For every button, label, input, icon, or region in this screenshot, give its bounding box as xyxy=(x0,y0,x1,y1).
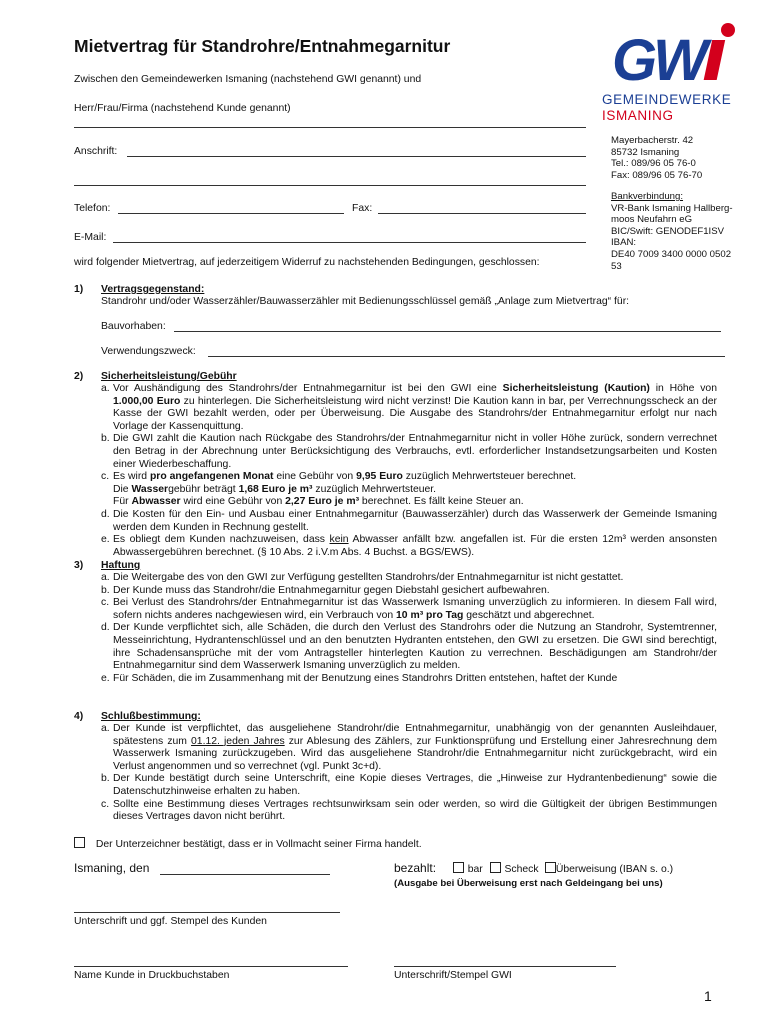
cash-label: bar xyxy=(467,864,483,875)
customer-signature-field[interactable] xyxy=(74,912,340,913)
section-heading: Vertragsgegenstand: xyxy=(101,284,205,295)
list-item: b. Der Kunde bestätigt durch seine Unterschrift, eine Kopie dieses Vertrages, die „Hinweise zur Hydrantenbedienung“ sowie die Datenschutzhinweise erhalten zu haben. xyxy=(101,773,717,797)
address-line: Tel.: 089/96 05 76-0 xyxy=(611,158,696,170)
list-item: b. Der Kunde muss das Standrohr/die Entnahmegarnitur gegen Diebstahl gesichert aufbewahren. xyxy=(101,584,550,596)
customer-signature-label: Unterschrift und ggf. Stempel des Kunden xyxy=(74,916,267,927)
bank-line: BIC/Swift: GENODEF1ISV xyxy=(611,225,725,237)
address-field[interactable] xyxy=(127,156,586,157)
gwi-logo xyxy=(600,22,745,124)
gwi-address xyxy=(611,135,751,181)
list-item: e. Es obliegt dem Kunden nachzuweisen, dass kein Abwasser anfällt bzw. angefallen ist. Für die ersten 12m³ werden ansonsten Abwassergebühren berechnet. (§ 10 Abs. 2 i.V.m Abs. 4 Buchst. a BGS/EWS). xyxy=(101,534,717,558)
date-field[interactable] xyxy=(160,874,330,875)
list-item: a. Vor Aushändigung des Standrohrs/der Entnahmegarnitur ist bei den GWI eine Sicherheitsleistung (Kaution) in Höhe von 1.000,00 Euro zu hinterlegen. Die Sicherheitsleistung wird nicht verzinst! Die Kaution kann in bar, per Verrechnungsscheck an der Kasse der GWI bezahlt werden, oder per Überweisung. Die Ausgabe des Standrohrs/der Entnahmegarnitur erfolgt nur nach Vorlage der Kassenquittung. xyxy=(101,383,717,432)
gwi-logo-icon xyxy=(600,22,745,124)
customer-name-print-label: Name Kunde in Druckbuchstaben xyxy=(74,970,230,981)
fax-field[interactable] xyxy=(378,213,586,214)
gwi-signature-label: Unterschrift/Stempel GWI xyxy=(394,970,512,981)
project-label: Bauvorhaben: xyxy=(101,321,166,332)
list-item: d. Der Kunde verpflichtet sich, alle Schäden, die durch den Verlust des Standrohrs oder die Nutzung an Standrohr, Systemtrenner, Messeinrichtung, Hydrantenschlüssel und an den benutzten Hydranten entstehen, den GWI zu ersetzen. Die GWI sind berechtigt, ihre Schadensansprüche mit der vom Antragsteller hinterlegten Kaution zu verrechnen. Beschädigungen am Standrohr/der Entnahmegarnitur sind dem Wasserwerk Ismaning unverzüglich zu melden. xyxy=(101,622,717,672)
authority-checkbox[interactable] xyxy=(74,837,85,848)
section-heading: Sicherheitsleistung/Gebühr xyxy=(101,371,237,382)
bank-line: moos Neufahrn eG xyxy=(611,214,693,226)
section-heading: Schlußbestimmung: xyxy=(101,711,201,722)
address-line: Fax: 089/96 05 76-70 xyxy=(611,169,703,181)
purpose-field[interactable] xyxy=(208,356,725,357)
bank-line: VR-Bank Ismaning Hallberg- xyxy=(611,202,733,214)
address-label: Anschrift: xyxy=(74,146,118,157)
purpose-label: Verwendungszweck: xyxy=(101,346,196,357)
section-number: 2) xyxy=(74,371,84,382)
list-item: c. Sollte eine Bestimmung dieses Vertrages rechtsunwirksam sein oder werden, so wird die Gültigkeit der übrigen Bestimmungen dieses Vertrages davon nicht berührt. xyxy=(101,798,717,823)
customer-name-field[interactable] xyxy=(74,127,586,128)
section-number: 4) xyxy=(74,711,84,722)
page-number: 1 xyxy=(704,988,712,1004)
list-item: d. Die Kosten für den Ein- und Ausbau einer Entnahmegarnitur (Bauwasserzähler) durch das Wasserwerk der Gemeinde Ismaning werden dem Kunden in Rechnung gestellt. xyxy=(101,508,717,533)
intro-closing: wird folgender Mietvertrag, auf jederzeitigem Widerruf zu nachstehenden Bedingungen, geschlossen: xyxy=(74,257,540,268)
address-line: 85732 Ismaning xyxy=(611,146,680,158)
project-field[interactable] xyxy=(174,331,721,332)
transfer-label: Überweisung (IBAN s. o.) xyxy=(555,864,674,875)
list-item: e. Für Schäden, die im Zusammenhang mit der Benutzung eines Standrohrs Dritten entstehen, haftet der Kunde xyxy=(101,672,618,684)
list-item: c. Bei Verlust des Standrohrs/der Entnahmegarnitur ist das Wasserwerk Ismaning unverzüglich zu informieren. In diesem Fall wird, sofern nichts anderes nachgewiesen wird, ein Verbrauch von 10 m³ pro Tag geschätzt und abgerechnet. xyxy=(101,597,717,621)
phone-label: Telefon: xyxy=(74,203,111,214)
paid-row xyxy=(394,862,673,877)
email-field[interactable] xyxy=(113,242,586,243)
cash-checkbox[interactable] xyxy=(453,862,464,873)
intro-customer: Herr/Frau/Firma (nachstehend Kunde genannt) xyxy=(74,103,291,114)
paid-label: bezahlt: xyxy=(394,861,437,875)
list-item: a. Der Kunde ist verpflichtet, das ausgeliehene Standrohr/die Entnahmegarnitur, unabhängig von der genannten Ausleihdauer, spätestens zum 01.12. jeden Jahres zur Ablesung des Zählers, zur Funktionsprüfung und Erstellung einer Jahresrechnung dem Wasserwerk Ismaning zurückzugeben. Wird das ausgeliehene Standrohr/die Entnahmegarnitur nicht zurückgebracht, wird ein Verlust angenommen und so verrechnet (vgl. Punkt 3c+d). xyxy=(101,723,717,772)
page-title: Mietvertrag für Standrohre/Entnahmegarnitur xyxy=(74,36,451,56)
place-label: Ismaning, den xyxy=(74,861,150,875)
section-number: 3) xyxy=(74,560,84,571)
logo-line2: ISMANING xyxy=(602,108,674,123)
list-item: c. Es wird pro angefangenen Monat eine Gebühr von 9,95 Euro zuzüglich Mehrwertsteuer berechnet. Die Wassergebühr beträgt 1,68 Euro je m³ zuzüglich Mehrwertsteuer. Für Abwasser wird eine Gebühr von 2,27 Euro je m³ berechnet. Es fällt keine Steuer an. xyxy=(101,471,577,508)
svg-text:GW: GW xyxy=(612,28,704,93)
section-heading: Haftung xyxy=(101,560,141,571)
cheque-checkbox[interactable] xyxy=(490,862,501,873)
address-line: Mayerbacherstr. 42 xyxy=(611,135,694,146)
logo-line1: GEMEINDEWERKE xyxy=(602,92,732,107)
bank-line: IBAN: xyxy=(611,237,637,249)
customer-name-print-field[interactable] xyxy=(74,966,348,967)
bank-line: DE40 7009 3400 0000 0502 xyxy=(611,248,732,260)
fax-label: Fax: xyxy=(352,203,373,214)
phone-field[interactable] xyxy=(118,213,344,214)
authority-label: Der Unterzeichner bestätigt, dass er in Vollmacht seiner Firma handelt. xyxy=(95,839,422,850)
list-item: a. Die Weitergabe des von den GWI zur Verfügung gestellten Standrohrs/der Entnahmegarnitur ist nicht gestattet. xyxy=(101,572,624,583)
paid-note: (Ausgabe bei Überweisung erst nach Geldeingang bei uns) xyxy=(394,878,663,889)
section-number: 1) xyxy=(74,284,84,295)
list-item: b. Die GWI zahlt die Kaution nach Rückgabe des Standrohrs/der Entnahmegarnitur nicht in voller Höhe zurück, sondern verrechnet den Betrag in der Abrechnung unter Berücksichtigung des Verbrauchs, evtl. erforderlicher Instandsetzungsarbeiten und Kosten einer Wiederbeschaffung. xyxy=(101,433,717,470)
cheque-label: Scheck xyxy=(504,864,539,875)
bank-line: 53 xyxy=(611,260,622,272)
address-field-2[interactable] xyxy=(74,185,586,186)
bank-details xyxy=(611,191,751,272)
gwi-signature-field[interactable] xyxy=(394,966,616,967)
bank-heading: Bankverbindung: xyxy=(611,191,684,202)
authority-row xyxy=(74,837,422,852)
transfer-checkbox[interactable] xyxy=(545,862,556,873)
email-label: E-Mail: xyxy=(74,232,107,243)
intro-between: Zwischen den Gemeindewerken Ismaning (nachstehend GWI genannt) und xyxy=(74,74,422,85)
section-text: Standrohr und/oder Wasserzähler/Bauwasserzähler mit Bedienungsschlüssel gemäß „Anlage zum Mietvertrag“ für: xyxy=(101,296,630,307)
